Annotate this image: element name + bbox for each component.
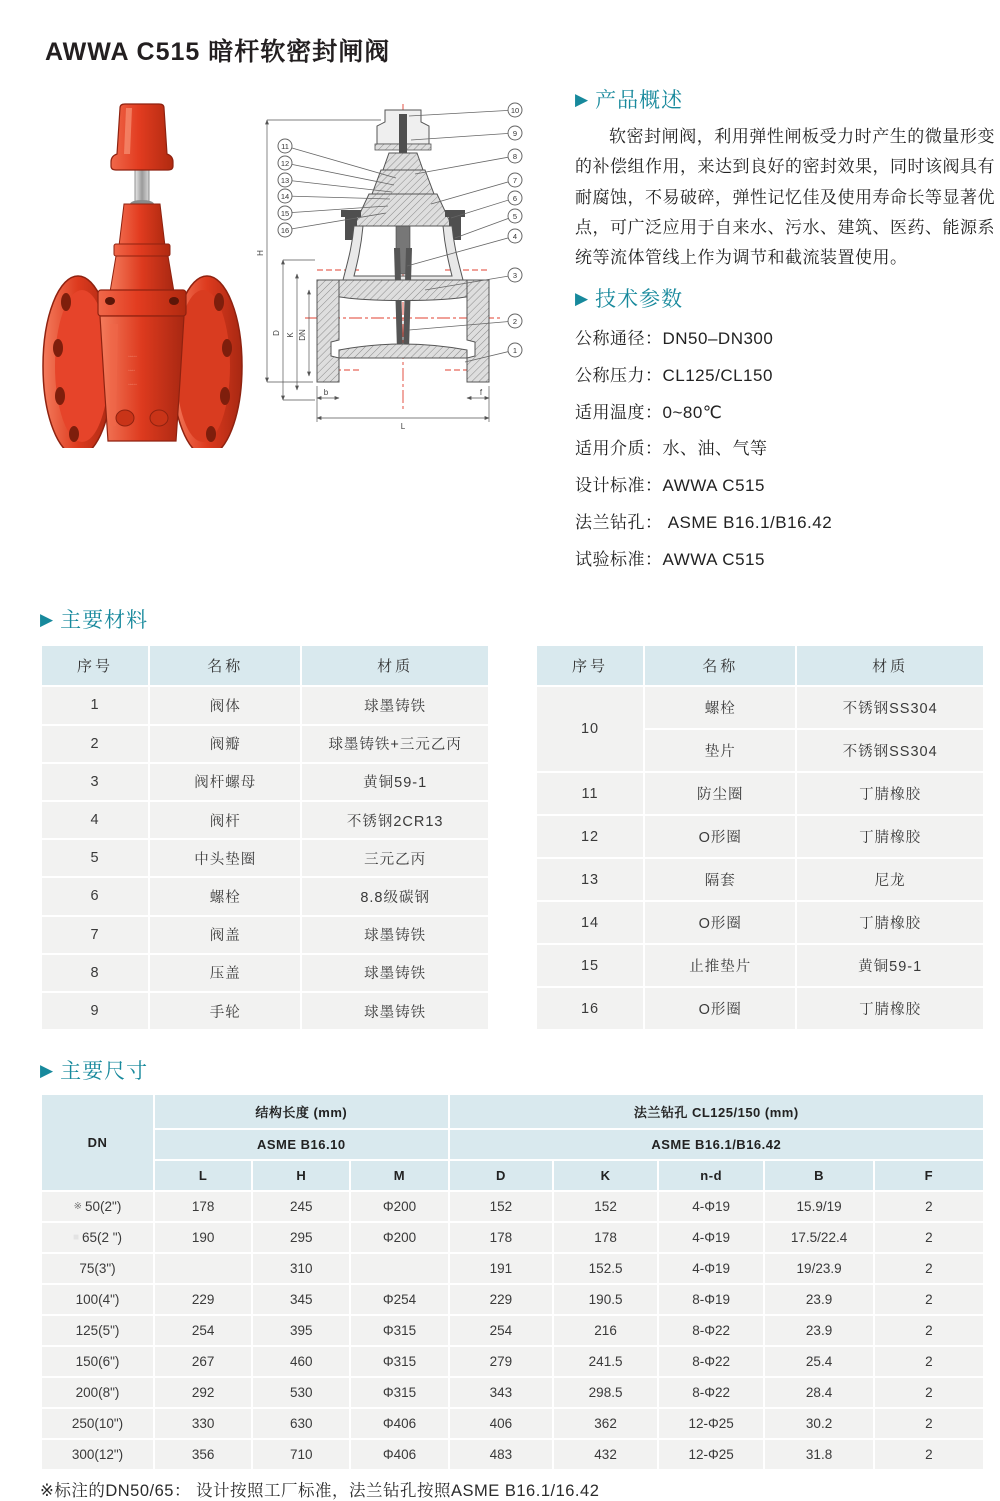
overview-heading-text: 产品概述 [595,89,684,112]
dim-value-cell: 19/23.9 [765,1254,872,1283]
drawing-body-bottom [339,344,467,358]
dim-value-cell: 2 [875,1316,983,1345]
dim-value-cell: 178 [450,1223,553,1252]
dim-value-cell: 25.4 [765,1347,872,1376]
svg-text:◦◦◦◦◦: ◦◦◦◦◦ [128,382,137,388]
material-no-cell: 12 [537,816,643,857]
material-material-cell: 球墨铸铁+三元乙丙 [302,726,488,762]
dn-cell [42,1409,153,1438]
triangle-bullet-icon: ▶ [40,609,55,629]
material-row [537,859,983,900]
material-name-cell: 阀杆螺母 [150,764,300,800]
callout-number-2: 2 [512,316,518,326]
dim-value-cell: 17.5/22.4 [765,1223,872,1252]
dims-col-header: M [351,1161,447,1190]
dim-value-cell: 30.2 [765,1409,872,1438]
material-row [42,802,488,838]
dn-marker: ※ [73,1201,83,1213]
material-name-cell: 阀杆 [150,802,300,838]
material-no-cell: 7 [42,917,148,953]
material-material-cell: 球墨铸铁 [302,917,488,953]
dimension-row [42,1409,983,1438]
materials-tables [40,644,985,1031]
tech-param-value: DN50–DN300 [662,329,774,349]
dim-value-cell [155,1254,251,1283]
dim-value-cell: Φ200 [351,1192,447,1221]
dim-value-cell: 460 [253,1347,349,1376]
dim-value-cell: 178 [554,1223,657,1252]
material-row [42,917,488,953]
dimensions-table [40,1093,985,1471]
dimension-row [42,1378,983,1407]
callout-number-7: 7 [512,175,518,185]
dims-col-header: B [765,1161,872,1190]
valve-photo [40,96,245,448]
material-material-cell: 不锈钢SS304 [797,730,983,771]
tech-param-row [575,358,995,395]
dim-value-cell: 190.5 [554,1285,657,1314]
tech-param-row [575,542,995,579]
dims-col-header: n-d [659,1161,764,1190]
material-name-cell: 手轮 [150,993,300,1029]
section-drawing [253,98,553,438]
tech-param-value: 0~80℃ [662,402,723,422]
tech-param-value: CL125/CL150 [662,365,773,385]
dimensions-section [40,1055,985,1501]
material-name-cell: 隔套 [645,859,795,900]
material-material-cell: 球墨铸铁 [302,687,488,723]
dim-value-cell: 310 [253,1254,349,1283]
material-no-cell: 8 [42,955,148,991]
dn-cell [42,1440,153,1469]
dims-col-header: K [554,1161,657,1190]
svg-text:◦◦◦◦◦: ◦◦◦◦◦ [128,354,137,360]
dim-value-cell: Φ406 [351,1409,447,1438]
dn-cell [42,1223,153,1252]
dim-value-cell: Φ315 [351,1347,447,1376]
material-material-cell: 不锈钢2CR13 [302,802,488,838]
dim-value-cell: 279 [450,1347,553,1376]
material-row [537,816,983,857]
dn-label: 50(2") [85,1199,122,1215]
material-no-cell: 16 [537,988,643,1029]
material-material-cell: 球墨铸铁 [302,993,488,1029]
dim-value-cell: 362 [554,1409,657,1438]
dim-label-k: K [286,332,295,338]
dim-value-cell: 152 [554,1192,657,1221]
col-header-material: 材质 [797,646,983,685]
tech-param-label: 公称通径： [575,329,663,349]
dim-value-cell: 2 [875,1378,983,1407]
material-no-cell: 9 [42,993,148,1029]
material-material-cell: 丁腈橡胶 [797,902,983,943]
tech-params-list [575,321,995,578]
dim-value-cell: 4-Φ19 [659,1223,764,1252]
material-material-cell: 丁腈橡胶 [797,816,983,857]
dim-value-cell: 8-Φ22 [659,1347,764,1376]
valve-photo-svg [40,96,245,448]
material-name-cell: 螺栓 [645,687,795,728]
tech-param-label: 适用温度： [575,402,663,422]
callout-number-10: 10 [510,105,520,115]
material-name-cell: 螺栓 [150,878,300,914]
dim-value-cell: 356 [155,1440,251,1469]
drawing-left-flange [317,280,339,382]
dimension-row [42,1347,983,1376]
material-row [42,764,488,800]
tech-param-row [575,505,995,542]
dim-value-cell: 241.5 [554,1347,657,1376]
tech-param-value: AWWA C515 [662,476,765,496]
dim-value-cell: 229 [450,1285,553,1314]
triangle-bullet-icon: ▶ [575,288,590,308]
material-material-cell: 黄铜59-1 [797,945,983,986]
page-title: AWWA C515 暗杆软密封闸阀 [45,38,391,66]
drawing-bonnet [354,194,452,226]
materials-table-right [535,644,985,1031]
material-row [42,840,488,876]
dim-value-cell: Φ254 [351,1285,447,1314]
material-name-cell: O形圈 [645,816,795,857]
material-no-cell: 14 [537,902,643,943]
dimension-row [42,1192,983,1221]
dn-label: 75(3") [79,1261,116,1277]
material-row [537,773,983,814]
dims-header-group2: 法兰钻孔 CL125/150 (mm) [450,1095,983,1128]
col-header-material: 材质 [302,646,488,685]
dim-value-cell: Φ315 [351,1316,447,1345]
material-no-cell: 2 [42,726,148,762]
dim-value-cell: 8-Φ19 [659,1285,764,1314]
dim-label-h: H [256,250,265,256]
dims-col-header: L [155,1161,251,1190]
callout-number-16: 16 [280,225,290,235]
dn-label: 65(2 ") [81,1230,123,1246]
overview-paragraph: 软密封闸阀，利用弹性闸板受力时产生的微量形变的补偿组作用，来达到良好的密封效果，同时该阀具有耐腐蚀，不易破碎，弹性记忆佳及使用寿命长等显著优点，可广泛应用于自来水、污水、建筑、医药、能源系统等流体管线上作为调节和截流装置使用。 [575,127,995,267]
dim-value-cell: 8-Φ22 [659,1378,764,1407]
material-name-cell: 中头垫圈 [150,840,300,876]
dim-value-cell: 395 [253,1316,349,1345]
material-name-cell: 阀体 [150,687,300,723]
dim-value-cell: 267 [155,1347,251,1376]
material-no-cell: 10 [537,687,643,771]
dim-value-cell: 2 [875,1223,983,1252]
callout-number-15: 15 [280,208,290,218]
dim-value-cell: Φ406 [351,1440,447,1469]
dims-col-header: F [875,1161,983,1190]
dn-label: 250(10") [71,1416,124,1432]
right-column [575,84,995,578]
callout-number-14: 14 [280,191,290,201]
dimensions-heading-text: 主要尺寸 [60,1060,149,1084]
callout-number-3: 3 [512,270,518,280]
dim-value-cell: 432 [554,1440,657,1469]
dn-cell [42,1316,153,1345]
dim-value-cell: Φ315 [351,1378,447,1407]
dim-label-dn: DN [298,329,307,341]
tech-param-row [575,321,995,358]
material-no-cell: 6 [42,878,148,914]
drawing-body-top [317,280,489,301]
dim-value-cell: 254 [155,1316,251,1345]
dims-col-header: H [253,1161,349,1190]
triangle-bullet-icon: ▶ [575,89,590,109]
dimension-row [42,1285,983,1314]
dim-label-f: f [479,388,483,397]
dim-value-cell: 254 [450,1316,553,1345]
dims-header-std2: ASME B16.1/B16.42 [450,1130,983,1159]
operating-nut [111,104,173,170]
tech-param-label: 设计标准： [575,476,663,496]
tech-param-label: 法兰钻孔： [575,512,663,532]
tech-param-label: 适用介质： [575,439,663,459]
material-row [42,726,488,762]
dim-value-cell: 8-Φ22 [659,1316,764,1345]
material-row [537,945,983,986]
dim-value-cell: 152 [450,1192,553,1221]
dim-value-cell: 4-Φ19 [659,1192,764,1221]
dim-value-cell: 298.5 [554,1378,657,1407]
callout-number-4: 4 [512,231,518,241]
material-row [537,902,983,943]
material-name-cell: 阀盖 [150,917,300,953]
material-no-cell: 13 [537,859,643,900]
material-no-cell: 4 [42,802,148,838]
dim-value-cell: 330 [155,1409,251,1438]
dn-label: 200(8") [75,1385,120,1401]
tech-params-heading-text: 技术参数 [595,288,684,312]
section-drawing-svg [253,98,553,438]
dim-value-cell: 2 [875,1192,983,1221]
dim-value-cell: 630 [253,1409,349,1438]
dim-value-cell: 2 [875,1347,983,1376]
dn-label: 150(6") [75,1354,120,1370]
dn-cell [42,1254,153,1283]
material-name-cell: 止推垫片 [645,945,795,986]
dn-label: 300(12") [71,1447,124,1463]
dim-value-cell: 343 [450,1378,553,1407]
dim-value-cell: 28.4 [765,1378,872,1407]
material-name-cell: O形圈 [645,902,795,943]
callout-number-11: 11 [281,141,289,151]
tech-param-value: AWWA C515 [662,549,765,569]
callout-number-6: 6 [512,193,518,203]
material-name-cell: O形圈 [645,988,795,1029]
tech-param-value: ASME B16.1/B16.42 [662,512,833,532]
material-material-cell: 尼龙 [797,859,983,900]
dim-value-cell: 2 [875,1440,983,1469]
material-name-cell: 垫片 [645,730,795,771]
dimensions-heading [40,1055,985,1085]
dims-col-header: D [450,1161,553,1190]
material-no-cell: 3 [42,764,148,800]
material-row [42,955,488,991]
tech-param-label: 公称压力： [575,365,663,385]
material-name-cell: 压盖 [150,955,300,991]
material-row [42,687,488,723]
material-material-cell: 三元乙丙 [302,840,488,876]
dn-cell [42,1285,153,1314]
dn-cell [42,1192,153,1221]
dim-value-cell: 710 [253,1440,349,1469]
dn-marker: ■ [72,1232,79,1244]
overview-heading [575,84,995,114]
tech-param-row [575,431,995,468]
dims-header-dn: DN [42,1095,153,1190]
col-header-name: 名称 [645,646,795,685]
dim-value-cell: 23.9 [765,1316,872,1345]
dim-value-cell: 295 [253,1223,349,1252]
material-row [42,993,488,1029]
dimension-row [42,1316,983,1345]
dim-value-cell: 15.9/19 [765,1192,872,1221]
dim-value-cell: 12-Φ25 [659,1440,764,1469]
material-row [537,687,983,728]
dn-cell [42,1347,153,1376]
dim-value-cell [351,1254,447,1283]
material-material-cell: 丁腈橡胶 [797,773,983,814]
dim-value-cell: 216 [554,1316,657,1345]
dim-value-cell: 191 [450,1254,553,1283]
dim-value-cell: 245 [253,1192,349,1221]
dimension-row [42,1440,983,1469]
top-section [40,84,995,578]
dim-label-d: D [272,330,281,336]
col-header-no: 序号 [537,646,643,685]
material-material-cell: 8.8级碳钢 [302,878,488,914]
dimension-row [42,1223,983,1252]
dim-value-cell: 23.9 [765,1285,872,1314]
materials-section [40,604,985,1031]
drawing-right-flange [467,280,489,382]
dim-label-b: b [323,388,329,397]
tech-param-value: 水、油、气等 [662,439,768,459]
dim-value-cell: 483 [450,1440,553,1469]
dimension-row [42,1254,983,1283]
dim-value-cell: 229 [155,1285,251,1314]
material-no-cell: 5 [42,840,148,876]
callout-number-5: 5 [512,211,518,221]
tech-params-heading [575,283,995,313]
dim-value-cell: 12-Φ25 [659,1409,764,1438]
dn-label: 125(5") [75,1323,120,1339]
dn-label: 100(4") [75,1292,120,1308]
dim-value-cell: 292 [155,1378,251,1407]
dimensions-footnote: ※标注的DN50/65： 设计按照工厂标准，法兰钻孔按照ASME B16.1/16.42 [40,1482,600,1501]
dim-value-cell: 406 [450,1409,553,1438]
material-no-cell: 1 [42,687,148,723]
materials-heading-text: 主要材料 [60,609,149,633]
dim-value-cell: 190 [155,1223,251,1252]
material-row [42,878,488,914]
callout-number-1: 1 [512,345,518,355]
material-name-cell: 阀瓣 [150,726,300,762]
callout-number-8: 8 [512,151,518,161]
callout-number-13: 13 [280,175,290,185]
col-header-name: 名称 [150,646,300,685]
dim-value-cell: 152.5 [554,1254,657,1283]
material-no-cell: 11 [537,773,643,814]
tech-param-row [575,468,995,505]
material-material-cell: 不锈钢SS304 [797,687,983,728]
materials-table-left [40,644,490,1031]
tech-param-label: 试验标准： [575,549,663,569]
dim-value-cell: 530 [253,1378,349,1407]
callout-number-9: 9 [512,128,518,138]
material-row [537,988,983,1029]
dim-value-cell: 178 [155,1192,251,1221]
material-material-cell: 丁腈橡胶 [797,988,983,1029]
material-no-cell: 15 [537,945,643,986]
material-material-cell: 黄铜59-1 [302,764,488,800]
dim-value-cell: 345 [253,1285,349,1314]
dims-header-group1: 结构长度 (mm) [155,1095,448,1128]
dim-label-l: L [400,422,406,431]
dim-value-cell: Φ200 [351,1223,447,1252]
dim-value-cell: 2 [875,1409,983,1438]
dim-value-cell: 2 [875,1285,983,1314]
material-material-cell: 球墨铸铁 [302,955,488,991]
col-header-no: 序号 [42,646,148,685]
triangle-bullet-icon: ▶ [40,1060,55,1080]
tech-param-row [575,395,995,432]
dims-header-std1: ASME B16.10 [155,1130,448,1159]
material-name-cell: 防尘圈 [645,773,795,814]
materials-heading [40,604,985,634]
dim-value-cell: 31.8 [765,1440,872,1469]
dn-cell [42,1378,153,1407]
svg-text:◦◦◦◦: ◦◦◦◦ [128,368,136,374]
dim-value-cell: 2 [875,1254,983,1283]
dim-value-cell: 4-Φ19 [659,1254,764,1283]
callout-number-12: 12 [280,158,290,168]
